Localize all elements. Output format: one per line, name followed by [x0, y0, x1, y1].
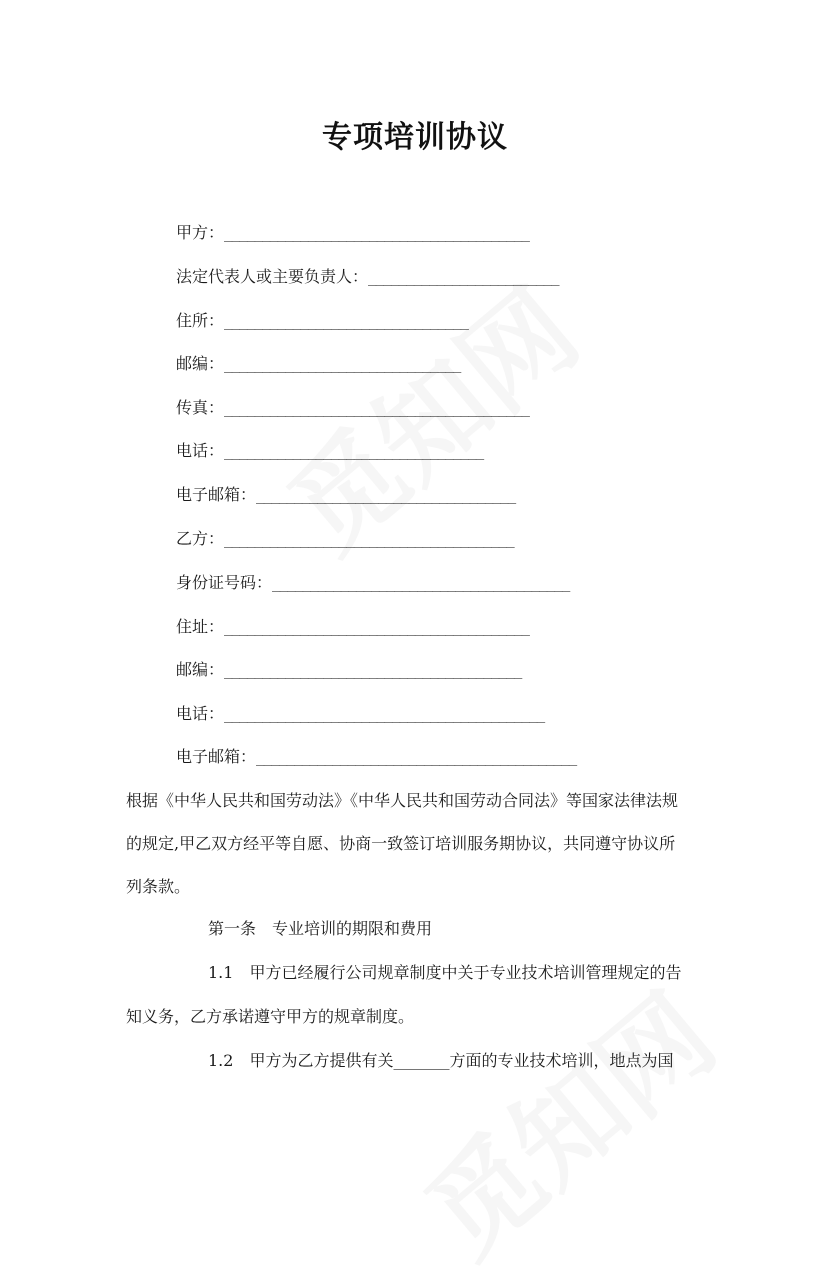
field-blank: __________________________________ — [224, 444, 484, 460]
field-email-b — [176, 746, 576, 769]
field-label: 电子邮箱： — [176, 485, 257, 504]
field-blank: __________________________________________ — [224, 707, 545, 723]
field-label: 传真： — [176, 398, 225, 417]
clause-1-1-line-1: 1.1 甲方已经履行公司规章制度中关于专业技术培训管理规定的告 — [208, 963, 682, 982]
field-blank: ________________________________________ — [224, 226, 530, 242]
field-label: 住址： — [176, 617, 225, 636]
field-label: 电子邮箱： — [176, 747, 257, 766]
field-blank: _______________________________________ — [272, 576, 570, 592]
field-phone-b — [176, 703, 544, 726]
field-address-a — [176, 310, 468, 333]
field-label: 电话： — [176, 441, 225, 460]
field-blank: _______________________________ — [224, 357, 461, 373]
document-title: 专项培训协议 — [322, 120, 508, 155]
field-address-b — [176, 616, 529, 639]
field-postcode-a — [176, 353, 461, 376]
field-blank: _______________________________________ — [224, 663, 522, 679]
field-label: 住所： — [176, 311, 225, 330]
field-blank: ________________________________ — [224, 314, 469, 330]
field-email-a — [176, 484, 515, 507]
field-fax-a — [176, 397, 529, 420]
field-label: 乙方： — [176, 529, 225, 548]
field-blank: __________________________________ — [256, 488, 516, 504]
field-legal-representative — [176, 266, 559, 289]
field-party-a — [176, 222, 529, 245]
watermark — [388, 952, 742, 1285]
field-blank: _________________________ — [368, 270, 559, 286]
field-label: 邮编： — [176, 354, 225, 373]
field-postcode-b — [176, 659, 522, 682]
field-id-number — [176, 572, 570, 595]
field-label: 法定代表人或主要负责人： — [176, 267, 369, 286]
clause-1-1-line-2: 知义务，乙方承诺遵守甲方的规章制度。 — [126, 1007, 415, 1026]
clause-1-2-line-1: 1.2 甲方为乙方提供有关_______方面的专业技术培训，地点为国 — [208, 1051, 674, 1070]
field-blank: ________________________________________ — [224, 620, 530, 636]
field-phone-a — [176, 440, 483, 463]
field-party-b — [176, 528, 514, 551]
field-label: 电话： — [176, 704, 225, 723]
intro-line-1: 根据《中华人民共和国劳动法》《中华人民共和国劳动合同法》等国家法律法规 — [126, 791, 679, 810]
field-label: 甲方： — [176, 223, 225, 242]
article-1-heading: 第一条 专业培训的期限和费用 — [208, 919, 433, 938]
field-blank: __________________________________________ — [256, 750, 577, 766]
intro-line-2: 的规定,甲乙双方经平等自愿、协商一致签订培训服务期协议，共同遵守协议所 — [126, 834, 676, 853]
field-blank: ________________________________________ — [224, 401, 530, 417]
field-blank: ______________________________________ — [224, 532, 514, 548]
intro-line-3: 列条款。 — [126, 877, 191, 896]
field-label: 邮编： — [176, 660, 225, 679]
field-label: 身份证号码： — [176, 573, 273, 592]
